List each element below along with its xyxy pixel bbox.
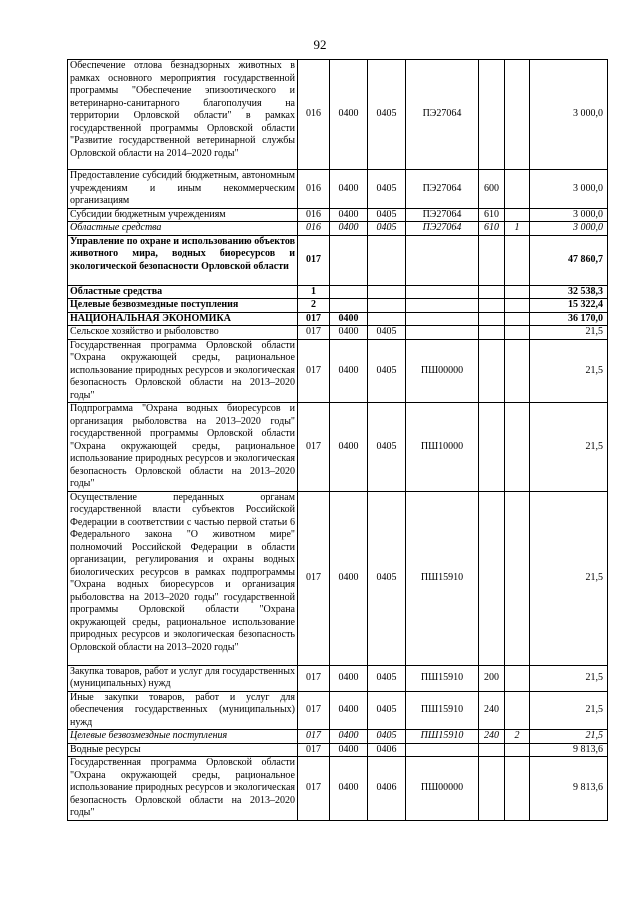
row-section-code: 0400 [330,730,368,744]
row-subsection-code: 0405 [368,60,406,170]
row-expense-type [479,235,505,285]
row-sum: 3 000,0 [530,60,608,170]
row-subsection-code: 0405 [368,222,406,236]
table-row [68,208,608,222]
row-name: Государственная программа Орловской области "Охрана окружающей среды, рациональное использование природных ресурсов и экологическая безопасность Орловской области на 2013–2020 годы" [68,339,298,403]
row-expense-type [479,312,505,326]
row-ved-code: 017 [298,326,330,340]
row-source [505,299,530,313]
row-expense-type [479,491,505,665]
row-ved-code: 017 [298,730,330,744]
row-section-code: 0400 [330,339,368,403]
row-section-code: 0400 [330,491,368,665]
table-row [68,665,608,691]
table-row [68,691,608,730]
row-subsection-code: 0405 [368,665,406,691]
table-row [68,491,608,665]
row-ved-code: 017 [298,665,330,691]
row-expense-type [479,403,505,492]
row-source [505,208,530,222]
row-source [505,285,530,299]
row-sum: 36 170,0 [530,312,608,326]
row-target-article: ПШ15910 [406,691,479,730]
row-name: Подпрограмма "Охрана водных биоресурсов и организация рыболовства на 2013–2020 годы" государственной программы Орловской области "Охрана окружающей среды, рациональное использование природных ресурсов и экологическая безопасность Орловской области на 2013–2020 годы" [68,403,298,492]
budget-table [67,59,608,821]
row-sum: 3 000,0 [530,222,608,236]
row-target-article: ПШ00000 [406,757,479,821]
row-expense-type: 610 [479,222,505,236]
row-ved-code: 016 [298,60,330,170]
row-ved-code: 1 [298,285,330,299]
row-name: Государственная программа Орловской области "Охрана окружающей среды, рациональное использование природных ресурсов и экологическая безопасность Орловской области на 2013–2020 годы" [68,757,298,821]
row-expense-type: 240 [479,730,505,744]
row-name: Областные средства [68,222,298,236]
row-source [505,339,530,403]
row-subsection-code: 0406 [368,743,406,757]
row-source [505,691,530,730]
row-section-code [330,285,368,299]
row-target-article [406,285,479,299]
row-name: Целевые безвозмездные поступления [68,730,298,744]
row-target-article: ПЭ27064 [406,60,479,170]
table-row [68,170,608,209]
row-section-code: 0400 [330,208,368,222]
row-expense-type [479,757,505,821]
row-subsection-code: 0406 [368,757,406,821]
row-target-article: ПШ15910 [406,491,479,665]
row-section-code: 0400 [330,757,368,821]
row-target-article [406,312,479,326]
row-expense-type [479,339,505,403]
row-name: Обеспечение отлова безнадзорных животных в рамках основного мероприятия государственной программы "Обеспечение эпизоотического и ветеринарно-санитарного благополучия на территории Орловской области" в рамках государственной программы Орловской области "Развитие государственной ветеринарной службы Орловской области на 2014–2020 годы" [68,60,298,170]
row-ved-code: 017 [298,235,330,285]
table-row [68,299,608,313]
table-row [68,312,608,326]
row-target-article: ПШ10000 [406,403,479,492]
row-ved-code: 017 [298,491,330,665]
row-section-code: 0400 [330,60,368,170]
row-ved-code: 016 [298,208,330,222]
row-subsection-code [368,285,406,299]
row-subsection-code [368,299,406,313]
row-ved-code: 2 [298,299,330,313]
row-name: Целевые безвозмездные поступления [68,299,298,313]
row-section-code: 0400 [330,222,368,236]
row-source [505,403,530,492]
row-ved-code: 016 [298,170,330,209]
row-sum: 3 000,0 [530,208,608,222]
row-section-code: 0400 [330,326,368,340]
row-section-code: 0400 [330,665,368,691]
row-source [505,60,530,170]
table-row [68,222,608,236]
row-expense-type: 200 [479,665,505,691]
table-row [68,757,608,821]
table-row [68,743,608,757]
row-sum: 21,5 [530,339,608,403]
row-expense-type: 240 [479,691,505,730]
row-target-article: ПШ00000 [406,339,479,403]
row-ved-code: 017 [298,339,330,403]
row-subsection-code: 0405 [368,730,406,744]
row-section-code: 0400 [330,403,368,492]
row-sum: 15 322,4 [530,299,608,313]
row-subsection-code [368,235,406,285]
row-source [505,757,530,821]
table-row [68,60,608,170]
row-target-article [406,299,479,313]
row-expense-type [479,60,505,170]
table-row [68,326,608,340]
row-section-code [330,299,368,313]
row-section-code [330,235,368,285]
row-source [505,665,530,691]
row-subsection-code: 0405 [368,491,406,665]
row-subsection-code: 0405 [368,170,406,209]
row-expense-type [479,285,505,299]
row-sum: 21,5 [530,691,608,730]
row-expense-type [479,299,505,313]
table-row [68,403,608,492]
table-row [68,285,608,299]
row-sum: 32 538,3 [530,285,608,299]
table-row [68,730,608,744]
row-name: Предоставление субсидий бюджетным, автономным учреждениям и иным некоммерческим организациям [68,170,298,209]
row-subsection-code: 0405 [368,339,406,403]
row-ved-code: 017 [298,403,330,492]
table-row [68,339,608,403]
row-sum: 47 860,7 [530,235,608,285]
page-number: 92 [313,37,327,52]
row-sum: 21,5 [530,326,608,340]
row-subsection-code: 0405 [368,403,406,492]
row-target-article [406,743,479,757]
row-source [505,743,530,757]
row-sum: 21,5 [530,730,608,744]
row-name: Водные ресурсы [68,743,298,757]
row-target-article: ПЭ27064 [406,222,479,236]
row-sum: 9 813,6 [530,743,608,757]
row-section-code: 0400 [330,743,368,757]
row-ved-code: 017 [298,691,330,730]
row-source [505,312,530,326]
row-expense-type: 600 [479,170,505,209]
row-name: Закупка товаров, работ и услуг для государственных (муниципальных) нужд [68,665,298,691]
row-ved-code: 017 [298,757,330,821]
row-target-article: ПШ15910 [406,730,479,744]
row-ved-code: 016 [298,222,330,236]
row-section-code: 0400 [330,691,368,730]
row-sum: 3 000,0 [530,170,608,209]
row-sum: 21,5 [530,665,608,691]
row-name: Областные средства [68,285,298,299]
row-section-code: 0400 [330,312,368,326]
row-target-article: ПЭ27064 [406,170,479,209]
row-sum: 21,5 [530,403,608,492]
row-name: Субсидии бюджетным учреждениям [68,208,298,222]
row-name: НАЦИОНАЛЬНАЯ ЭКОНОМИКА [68,312,298,326]
row-ved-code: 017 [298,743,330,757]
row-name: Сельское хозяйство и рыболовство [68,326,298,340]
row-subsection-code: 0405 [368,208,406,222]
row-target-article: ПЭ27064 [406,208,479,222]
row-subsection-code: 0405 [368,691,406,730]
row-expense-type [479,743,505,757]
row-name: Управление по охране и использованию объектов животного мира, водных биоресурсов и экологической безопасности Орловской области [68,235,298,285]
row-source [505,235,530,285]
row-ved-code: 017 [298,312,330,326]
row-source: 2 [505,730,530,744]
row-subsection-code: 0405 [368,326,406,340]
row-target-article [406,235,479,285]
row-sum: 9 813,6 [530,757,608,821]
row-source: 1 [505,222,530,236]
row-subsection-code [368,312,406,326]
row-expense-type [479,326,505,340]
row-source [505,326,530,340]
row-section-code: 0400 [330,170,368,209]
row-target-article [406,326,479,340]
row-expense-type: 610 [479,208,505,222]
table-row [68,235,608,285]
row-name: Осуществление переданных органам государственной власти субъектов Российской Федерации в соответствии с частью первой статьи 6 Федерального закона "О животном мире" полномочий Российской Федерации в области организации, регулирования и охраны водных биологических ресурсов в рамках подпрограммы "Охрана водных биоресурсов и организация рыболовства на 2013–2020 годы" государственной программы Орловской области "Охрана окружающей среды, рациональное использование природных ресурсов и экологическая безопасность Орловской области на 2013–2020 годы" [68,491,298,665]
row-name: Иные закупки товаров, работ и услуг для обеспечения государственных (муниципальных) нужд [68,691,298,730]
row-source [505,170,530,209]
row-target-article: ПШ15910 [406,665,479,691]
row-sum: 21,5 [530,491,608,665]
row-source [505,491,530,665]
